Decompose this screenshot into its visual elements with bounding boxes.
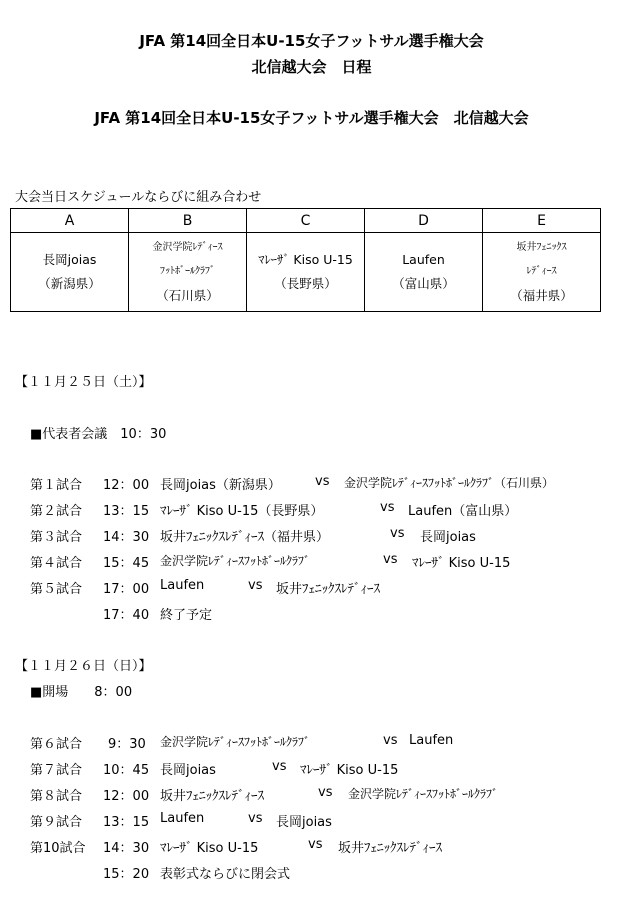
match-6-home: 金沢学院ﾚﾃﾞｨｰｽﾌｯﾄﾎﾞｰﾙｸﾗﾌﾞ [160,735,311,749]
group-d-team [365,233,483,312]
match-1-away: 金沢学院ﾚﾃﾞｨｰｽﾌｯﾄﾎﾞｰﾙｸﾗﾌﾞ（石川県） [344,476,555,490]
day1-meeting: ■代表者会議 10：30 [30,427,167,442]
match-2-away: Laufen（富山県） [408,504,518,519]
day2-end-time: 15：20 [103,867,150,882]
match-7-away: ﾏﾚｰｻﾞ Kiso U-15 [300,763,399,778]
group-b-letter: B [129,209,247,233]
match-8-home: 坂井ﾌｪﾆｯｸｽﾚﾃﾞｨｰｽ [160,789,265,804]
team-d-name: Laufen [402,252,445,267]
match-10-time: 14：30 [103,841,150,856]
day1-heading: 【１１月２５日（土）】 [15,375,152,390]
team-d-pref: （富山県） [392,276,455,291]
match-1-time: 12：00 [103,478,150,493]
teams-header-row [11,209,601,233]
match-7-home: 長岡joias [160,763,216,778]
match-7-time: 10：45 [103,763,150,778]
match-2-time: 13：15 [103,504,150,519]
team-b-name-1: 金沢学院ﾚﾃﾞｨｰｽ [152,242,223,253]
match-9-home: Laufen [160,811,205,826]
match-10-label: 第10試合 [30,841,86,856]
match-7-vs: vs [272,759,287,774]
team-b-name-2: ﾌｯﾄﾎﾞｰﾙｸﾗﾌﾞ [160,266,215,277]
group-c-letter: C [247,209,365,233]
match-2-vs: vs [380,500,395,515]
match-8-vs: vs [318,785,333,800]
group-e-team [483,233,601,312]
match-4-time: 15：45 [103,556,150,571]
match-4-vs: vs [383,552,398,567]
team-c-name: ﾏﾚｰｻﾞ Kiso U-15 [258,252,353,267]
match-3-home: 坂井ﾌｪﾆｯｸｽﾚﾃﾞｨｰｽ（福井県） [160,530,330,545]
group-d-letter: D [365,209,483,233]
day2-opening: ■開場 8：00 [30,685,133,700]
teams-table [10,208,601,312]
match-8-label: 第８試合 [30,789,83,804]
match-10-home: ﾏﾚｰｻﾞ Kiso U-15 [160,841,259,856]
day2-heading: 【１１月２６日（日）】 [15,659,152,674]
match-9-label: 第９試合 [30,815,83,830]
match-1-label: 第１試合 [30,478,83,493]
match-6-time: 9：30 [108,737,146,752]
match-10-vs: vs [308,837,323,852]
team-e-pref: （福井県） [510,288,573,303]
group-b-team [129,233,247,312]
match-3-label: 第３試合 [30,530,83,545]
match-5-label: 第５試合 [30,582,83,597]
team-e-name-2: ﾚﾃﾞｨｰｽ [526,266,557,277]
match-6-away: Laufen [409,733,454,748]
match-10-away: 坂井ﾌｪﾆｯｸｽﾚﾃﾞｨｰｽ [338,841,443,856]
team-a-pref: （新潟県） [38,276,101,291]
match-1-vs: vs [315,474,330,489]
team-e-name-1: 坂井ﾌｪﾆｯｸｽ [516,242,567,253]
group-a-letter: A [11,209,129,233]
day1-end-time: 17：40 [103,608,150,623]
match-8-away: 金沢学院ﾚﾃﾞｨｰｽﾌｯﾄﾎﾞｰﾙｸﾗﾌﾞ [348,787,499,801]
match-3-away: 長岡joias [420,530,476,545]
match-2-home: ﾏﾚｰｻﾞ Kiso U-15（長野県） [160,504,324,519]
match-8-time: 12：00 [103,789,150,804]
group-e-letter: E [483,209,601,233]
schedule-heading: 大会当日スケジュールならびに組み合わせ [15,190,262,205]
match-3-vs: vs [390,526,405,541]
match-4-label: 第４試合 [30,556,83,571]
match-5-away: 坂井ﾌｪﾆｯｸｽﾚﾃﾞｨｰｽ [276,582,381,597]
group-a-team [11,233,129,312]
match-4-away: ﾏﾚｰｻﾞ Kiso U-15 [412,556,511,571]
match-7-label: 第７試合 [30,763,83,778]
match-9-away: 長岡joias [276,815,332,830]
team-c-pref: （長野県） [274,276,337,291]
team-a-name: 長岡joias [42,252,97,267]
teams-name-row [11,233,601,312]
match-5-time: 17：00 [103,582,150,597]
match-3-time: 14：30 [103,530,150,545]
match-5-vs: vs [248,578,263,593]
match-4-home: 金沢学院ﾚﾃﾞｨｰｽﾌｯﾄﾎﾞｰﾙｸﾗﾌﾞ [160,554,311,568]
day1-end-text: 終了予定 [160,608,213,623]
match-2-label: 第２試合 [30,504,83,519]
match-6-label: 第６試合 [30,737,83,752]
title-line-2: 北信越大会 日程 [251,58,372,76]
team-b-pref: （石川県） [156,288,219,303]
match-5-home: Laufen [160,578,205,593]
match-9-time: 13：15 [103,815,150,830]
match-1-home: 長岡joias（新潟県） [160,478,281,493]
match-9-vs: vs [248,811,263,826]
title-line-3: JFA 第14回全日本U-15女子フットサル選手権大会 北信越大会 [94,109,529,127]
group-c-team [247,233,365,312]
match-6-vs: vs [383,733,398,748]
day2-end-text: 表彰式ならびに閉会式 [160,867,291,882]
title-line-1: JFA 第14回全日本U-15女子フットサル選手権大会 [139,32,484,50]
